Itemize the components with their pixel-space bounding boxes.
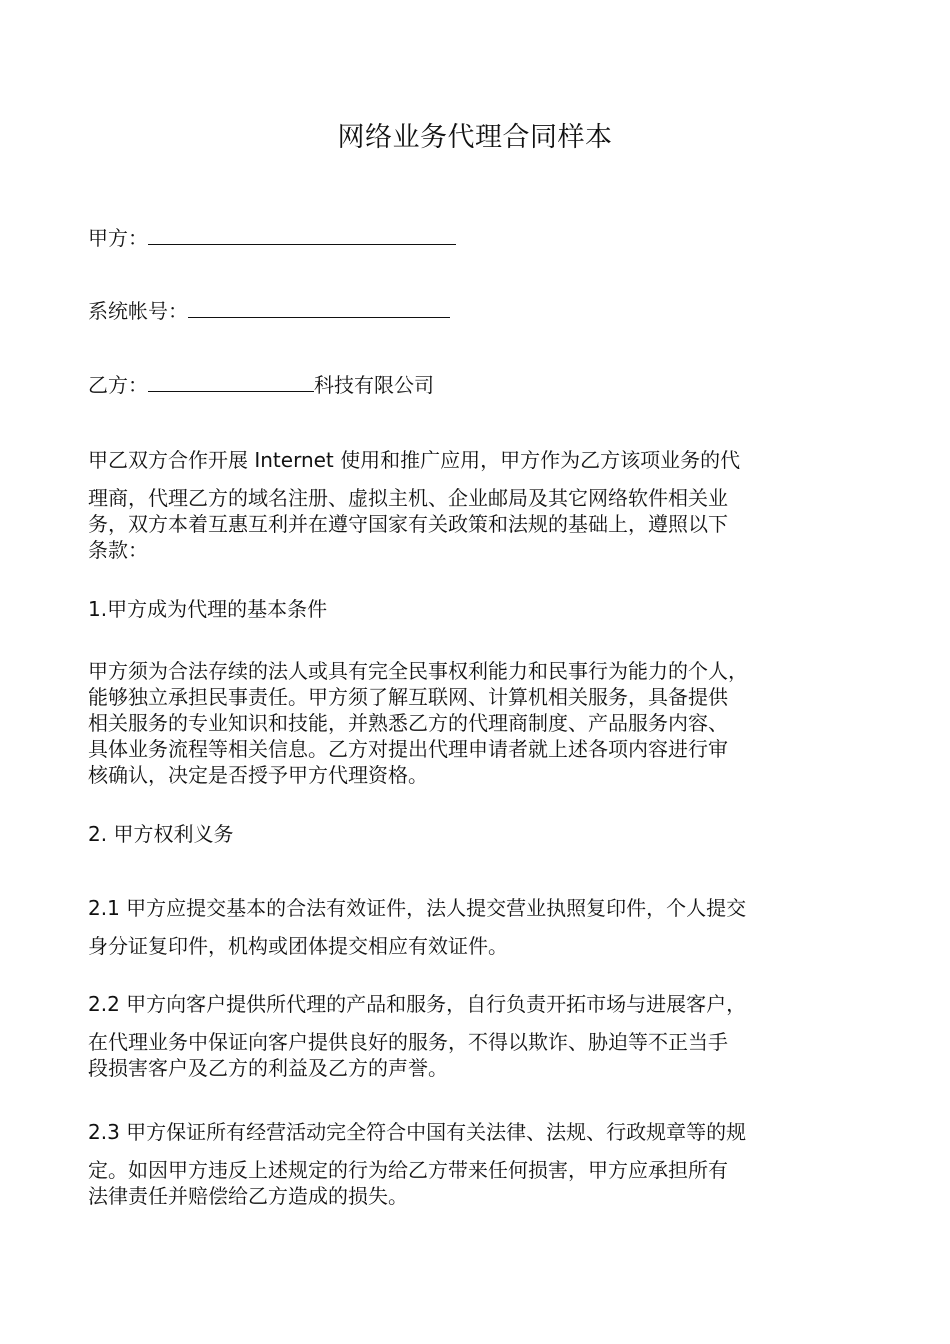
- intro-line: 甲乙双方合作开展 Internet 使用和推广应用，甲方作为乙方该项业务的代: [88, 448, 741, 472]
- clause-2-1-paragraph: [88, 895, 878, 959]
- intro-line: 条款：: [88, 538, 148, 562]
- party-a-blank-line: [148, 224, 456, 245]
- clause-2-3-line: 法律责任并赔偿给乙方造成的损失。: [88, 1184, 408, 1208]
- intro-line: 理商，代理乙方的域名注册、虚拟主机、企业邮局及其它网络软件相关业: [88, 486, 728, 510]
- clause-2-2-line: 2.2 甲方向客户提供所代理的产品和服务，自行负责开拓市场与进展客户，: [88, 992, 747, 1016]
- section-1-heading: 1.甲方成为代理的基本条件: [88, 597, 328, 621]
- section-1-paragraph: [88, 658, 878, 788]
- party-a-label: 甲方：: [88, 226, 148, 250]
- intro-paragraph: [88, 447, 878, 563]
- party-a-field: [88, 224, 456, 252]
- clause-2-2-line: 在代理业务中保证向客户提供良好的服务，不得以欺诈、胁迫等不正当手: [88, 1030, 728, 1054]
- party-b-field: [88, 371, 434, 399]
- clause-2-2-paragraph: [88, 991, 878, 1081]
- section-1-line: 甲方须为合法存续的法人或具有完全民事权利能力和民事行为能力的个人，: [88, 659, 748, 683]
- clause-2-3-line: 2.3 甲方保证所有经营活动完全符合中国有关法律、法规、行政规章等的规: [88, 1120, 747, 1144]
- intro-line: 务，双方本着互惠互利并在遵守国家有关政策和法规的基础上，遵照以下: [88, 512, 728, 536]
- section-2-heading: 2. 甲方权利义务: [88, 822, 234, 846]
- section-1-line: 核确认，决定是否授予甲方代理资格。: [88, 763, 428, 787]
- account-label: 系统帐号：: [88, 299, 188, 323]
- account-field: [88, 297, 450, 325]
- section-1-line: 具体业务流程等相关信息。乙方对提出代理申请者就上述各项内容进行审: [88, 737, 728, 761]
- clause-2-1-line: 身分证复印件，机构或团体提交相应有效证件。: [88, 934, 508, 958]
- clause-2-3-line: 定。如因甲方违反上述规定的行为给乙方带来任何损害，甲方应承担所有: [88, 1158, 728, 1182]
- party-b-suffix: 科技有限公司: [314, 373, 434, 397]
- account-blank-line: [188, 297, 450, 318]
- section-1-line: 相关服务的专业知识和技能，并熟悉乙方的代理商制度、产品服务内容、: [88, 711, 728, 735]
- clause-2-2-line: 段损害客户及乙方的利益及乙方的声誉。: [88, 1056, 448, 1080]
- clause-2-3-paragraph: [88, 1119, 878, 1209]
- section-1-line: 能够独立承担民事责任。甲方须了解互联网、计算机相关服务，具备提供: [88, 685, 728, 709]
- party-b-label: 乙方：: [88, 373, 148, 397]
- party-b-blank-line: [148, 371, 314, 392]
- document-title: 网络业务代理合同样本: [337, 122, 613, 153]
- clause-2-1-line: 2.1 甲方应提交基本的合法有效证件，法人提交营业执照复印件，个人提交: [88, 896, 747, 920]
